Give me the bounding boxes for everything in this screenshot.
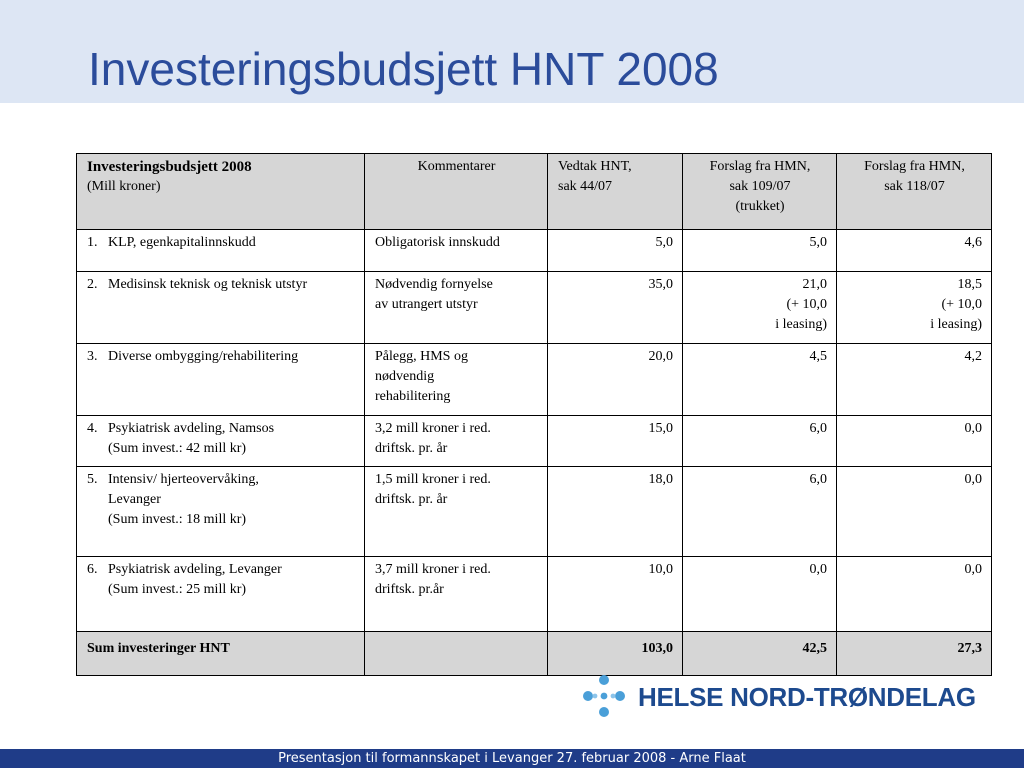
header-budget-title: Investeringsbudsjett 2008	[87, 159, 252, 175]
row-label-text: Medisinsk teknisk og teknisk utstyr	[108, 277, 308, 292]
row-forslag-118: 4,6	[837, 230, 992, 272]
row-number: 4.	[87, 421, 98, 436]
row-vedtak: 15,0	[548, 416, 683, 467]
table-row	[77, 557, 992, 632]
table-header-row	[77, 154, 992, 230]
row-forslag-118: 0,0	[837, 416, 992, 467]
row-comment: 3,2 mill kroner i red. driftsk. pr. år	[365, 416, 548, 467]
row-vedtak: 20,0	[548, 344, 683, 416]
row-vedtak: 10,0	[548, 557, 683, 632]
row-label	[77, 557, 365, 632]
row-forslag-109: 5,0	[683, 230, 837, 272]
table-row	[77, 344, 992, 416]
row-label-text: Diverse ombygging/rehabilitering	[108, 349, 299, 364]
row-forslag-109: 4,5	[683, 344, 837, 416]
investment-budget-table	[76, 153, 992, 676]
row-forslag-109: 0,0	[683, 557, 837, 632]
header-forslag-118: Forslag fra HMN, sak 118/07	[837, 154, 992, 230]
cross-dots-icon	[582, 674, 626, 718]
row-label-text: Intensiv/ hjerteovervåking, Levanger (Sum invest.: 18 mill kr)	[108, 472, 259, 527]
row-label	[77, 416, 365, 467]
row-vedtak: 35,0	[548, 272, 683, 344]
table-row	[77, 416, 992, 467]
table-row	[77, 230, 992, 272]
sum-forslag-109: 42,5	[683, 632, 837, 676]
row-comment: 3,7 mill kroner i red. driftsk. pr.år	[365, 557, 548, 632]
row-forslag-118: 0,0	[837, 467, 992, 557]
row-label	[77, 344, 365, 416]
header-budget	[77, 154, 365, 230]
slide-title: Investeringsbudsjett HNT 2008	[88, 43, 719, 95]
row-label-text: Psykiatrisk avdeling, Namsos (Sum invest.: 42 mill kr)	[108, 421, 275, 456]
row-forslag-118: 18,5 (+ 10,0 i leasing)	[837, 272, 992, 344]
row-comment: Pålegg, HMS og nødvendig rehabilitering	[365, 344, 548, 416]
row-label	[77, 467, 365, 557]
row-comment: Nødvendig fornyelse av utrangert utstyr	[365, 272, 548, 344]
row-label-text: Psykiatrisk avdeling, Levanger (Sum invest.: 25 mill kr)	[108, 562, 282, 597]
row-label-text: KLP, egenkapitalinnskudd	[108, 235, 256, 250]
header-forslag-109: Forslag fra HMN, sak 109/07 (trukket)	[683, 154, 837, 230]
sum-label: Sum investeringer HNT	[77, 632, 365, 676]
row-comment: 1,5 mill kroner i red. driftsk. pr. år	[365, 467, 548, 557]
row-forslag-109: 21,0 (+ 10,0 i leasing)	[683, 272, 837, 344]
sum-vedtak: 103,0	[548, 632, 683, 676]
logo-text: HELSE NORD-TRØNDELAG	[638, 682, 976, 712]
row-label	[77, 230, 365, 272]
table-row	[77, 467, 992, 557]
row-vedtak: 5,0	[548, 230, 683, 272]
header-comments: Kommentarer	[365, 154, 548, 230]
row-forslag-109: 6,0	[683, 467, 837, 557]
row-forslag-109: 6,0	[683, 416, 837, 467]
helse-nord-trondelag-logo	[582, 674, 994, 718]
row-number: 6.	[87, 562, 98, 577]
row-number: 2.	[87, 277, 98, 292]
row-number: 1.	[87, 235, 98, 250]
footer-text: Presentasjon til formannskapet i Levanger 27. februar 2008 - Arne Flaat	[278, 751, 746, 766]
sum-forslag-118: 27,3	[837, 632, 992, 676]
row-forslag-118: 0,0	[837, 557, 992, 632]
header-vedtak: Vedtak HNT, sak 44/07	[548, 154, 683, 230]
header-budget-unit: (Mill kroner)	[87, 179, 161, 194]
row-vedtak: 18,0	[548, 467, 683, 557]
sum-comment	[365, 632, 548, 676]
row-number: 3.	[87, 349, 98, 364]
footer-bar	[0, 749, 1024, 768]
table-row	[77, 272, 992, 344]
sum-row	[77, 632, 992, 676]
row-forslag-118: 4,2	[837, 344, 992, 416]
row-label	[77, 272, 365, 344]
row-number: 5.	[87, 472, 98, 487]
row-comment: Obligatorisk innskudd	[365, 230, 548, 272]
